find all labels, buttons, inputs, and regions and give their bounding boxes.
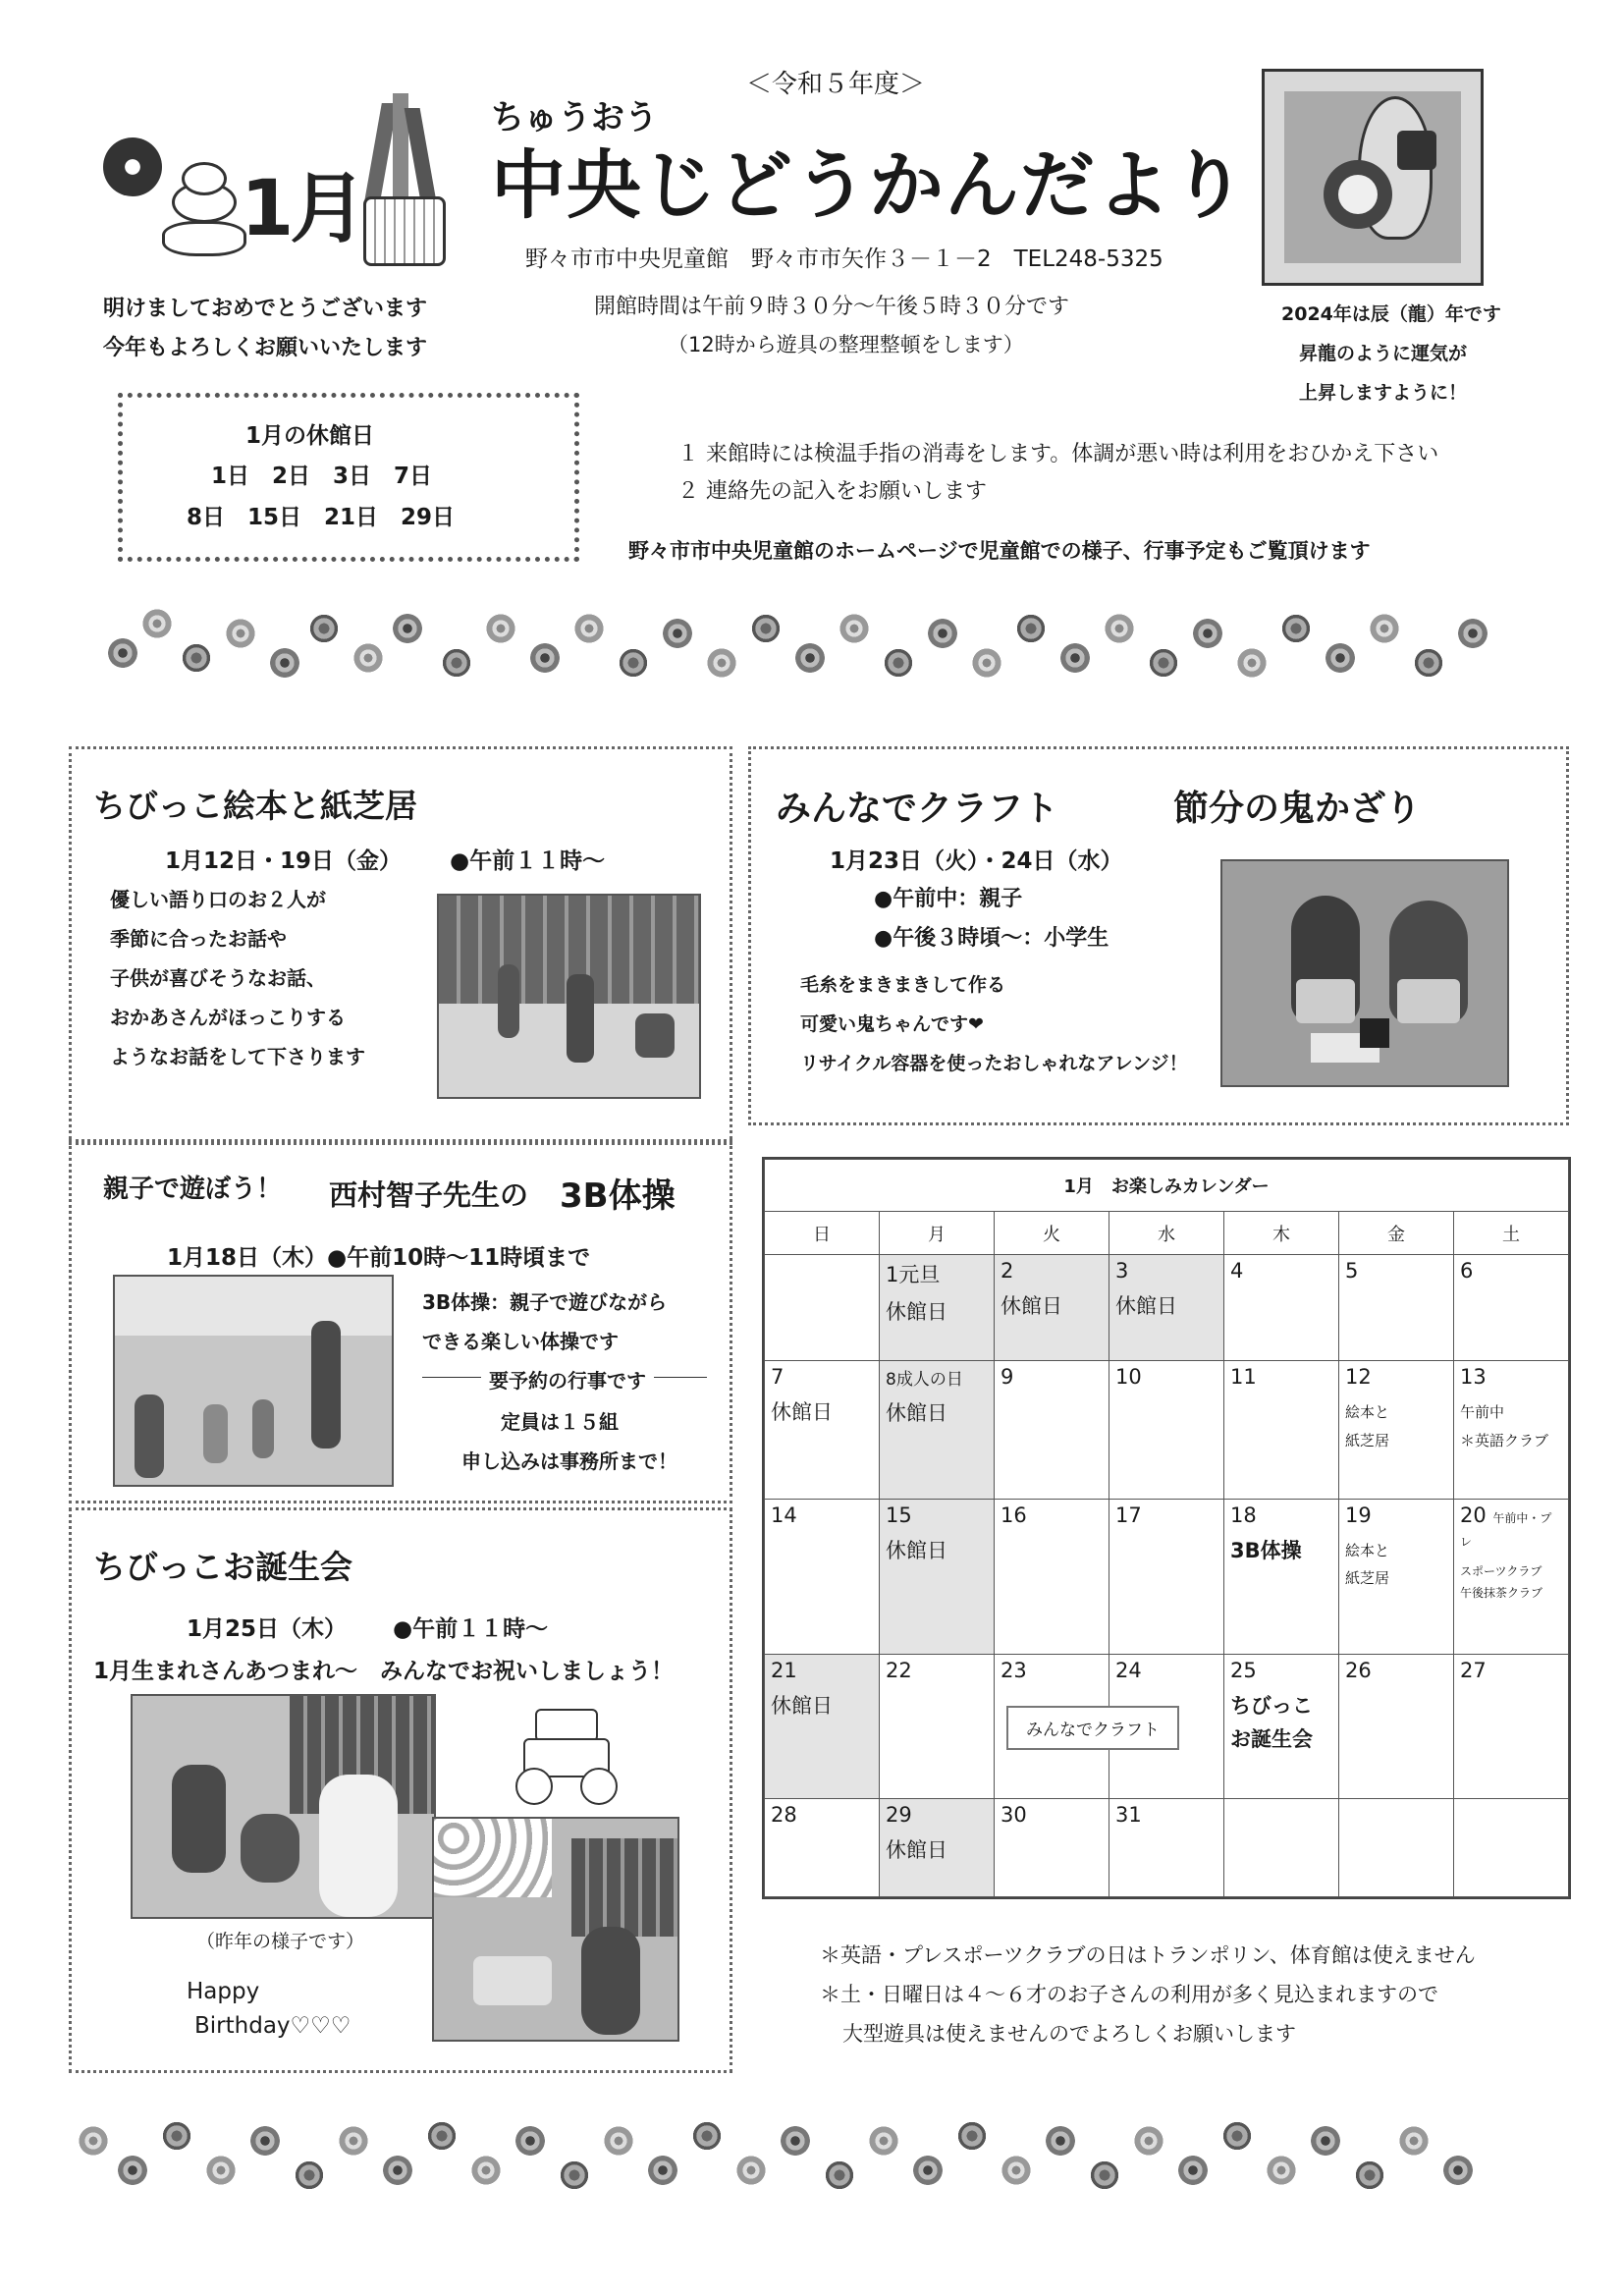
closed-label: 休館日 [1115,1294,1177,1318]
era-label: ＜令和５年度＞ [746,70,926,99]
calendar-cell [995,1255,1109,1361]
dragon-text-3: 上昇しますように！ [1299,382,1468,404]
address: 野々市市中央児童館 野々市市矢作３－１－2 TEL248-5325 [525,246,1163,272]
craft-subtitle: 節分の鬼かざり [1173,789,1422,829]
oni-craft-photo [1220,859,1509,1087]
craft-pm: ●午後３時頃～：小学生 [874,926,1109,951]
closed-label: 休館日 [886,1838,947,1863]
calendar-cell [880,1799,995,1897]
date-number: 26 [1345,1658,1372,1682]
event-label: お誕生会 [1230,1726,1313,1751]
date-number: 13 [1460,1365,1487,1390]
ehon-line-3: 子供が喜びそうなお話、 [110,966,326,990]
birthday-date: 1月25日（木） [187,1616,348,1642]
date-number: 12 [1345,1365,1372,1390]
cake-illustration [515,1699,614,1807]
calendar-cell [880,1255,995,1361]
craft-date: 1月23日（火）・24日（水） [830,848,1123,874]
plum-flower-icon [103,137,162,196]
birthday-caption: （昨年の様子です） [196,1931,365,1952]
day-header-thu: 木 [1224,1212,1339,1255]
event-label: ＊英語クラブ [1460,1431,1549,1449]
birthday-time: ●午前１１時～ [393,1616,549,1642]
calendar-cell [880,1654,995,1798]
flower-border-top [98,594,1512,702]
date-number: 4 [1230,1259,1244,1283]
dragon-text-2: 昇龍のように運気が [1299,343,1468,364]
date-number: 6 [1460,1259,1474,1283]
event-label: スポーツクラブ [1460,1563,1542,1578]
header-illustration [103,93,442,270]
ehon-line-2: 季節に合ったお話や [110,927,287,951]
calendar-cell [995,1799,1109,1897]
date-number: 11 [1230,1365,1257,1390]
footnote-2: ＊土・日曜日は４～６才のお子さんの利用が多く見込まれますので [820,1983,1438,2006]
calendar-cell [1339,1361,1454,1499]
craft-line-1: 毛糸をまきまきして作る [800,974,1006,996]
calendar-cell [1224,1255,1339,1361]
kagami-mochi-icon [167,162,236,221]
calendar-cell [765,1654,880,1798]
dragon-text-1: 2024年は辰（龍）年です [1281,303,1501,325]
calendar-cell-empty [1224,1799,1339,1897]
date-number: 7 [771,1365,784,1390]
date-number: 23 [1001,1658,1027,1682]
kadomatsu-icon [363,93,442,265]
month-label: 1月 [241,165,363,253]
dragon-picture [1262,69,1484,286]
craft-line-2: 可愛い鬼ちゃんです❤ [800,1013,984,1035]
taiso-title: 西村智子先生の [329,1178,529,1212]
calendar-cell [995,1361,1109,1499]
greeting-1: 明けましておめでとうございます [103,297,428,321]
craft-line-3: リサイクル容器を使ったおしゃれなアレンジ！ [800,1053,1188,1074]
taiso-photo [113,1275,394,1487]
flower-border-bottom [79,2106,1492,2214]
date-number: 18 [1230,1503,1257,1527]
opening-hours-note: （12時から遊具の整理整頓をします） [668,333,1024,356]
calendar-cell [995,1499,1109,1654]
date-number: 8成人の日 [886,1370,963,1391]
taiso-line-2: できる楽しい体操です [422,1330,619,1353]
day-header-mon: 月 [880,1212,995,1255]
date-number: 14 [771,1503,797,1527]
date-number: 9 [1001,1365,1014,1390]
date-number: 21 [771,1658,797,1682]
taiso-line-4: 定員は１５組 [501,1410,619,1434]
event-label: 午前中 [1460,1403,1505,1422]
calendar-cell [1224,1499,1339,1654]
ehon-photo [437,894,701,1099]
date-number: 17 [1115,1503,1142,1527]
event-calendar [762,1157,1571,1899]
closed-label: 休館日 [1001,1294,1062,1318]
day-header-fri: 金 [1339,1212,1454,1255]
calendar-cell [1339,1499,1454,1654]
event-label: 絵本と [1345,1403,1390,1422]
closed-label: 休館日 [771,1693,833,1718]
opening-hours: 開館時間は午前９時３０分～午後５時３０分です [594,295,1070,319]
ehon-title: ちびっこ絵本と紙芝居 [93,787,417,825]
calendar-cell [1109,1499,1224,1654]
calendar-cell [1454,1499,1569,1654]
date-number: 30 [1001,1803,1027,1828]
mizuhiki-knot-icon [162,221,246,256]
calendar-cell [1339,1255,1454,1361]
calendar-cell [880,1499,995,1654]
event-label: 午後抹茶クラブ [1460,1586,1543,1601]
closed-label: 休館日 [886,1300,947,1324]
taiso-line-1: 3B体操：親子で遊びながら [422,1290,668,1314]
closed-days-row-1: 1日 2日 3日 7日 [211,464,433,489]
calendar-cell [1109,1799,1224,1897]
calendar-cell-empty [765,1255,880,1361]
date-number: 22 [886,1658,912,1682]
event-label: 絵本と [1345,1541,1390,1559]
date-number: 25 [1230,1658,1257,1682]
notice-2: ２ 連絡先の記入をお願いします [677,479,987,504]
closed-label: 休館日 [771,1400,833,1425]
calendar-cell [880,1361,995,1499]
ehon-line-4: おかあさんがほっこりする [110,1006,346,1029]
closed-days-title: 1月の休館日 [245,423,375,449]
calendar-cell [1339,1654,1454,1798]
date-number: 16 [1001,1503,1027,1527]
ehon-line-5: ようなお話をして下さります [110,1045,365,1068]
calendar-cell [1109,1361,1224,1499]
event-label: 紙芝居 [1345,1569,1390,1588]
date-number: 3 [1115,1259,1129,1283]
calendar-cell [1224,1654,1339,1798]
happy-text: Happy [187,1979,260,2004]
ehon-line-1: 優しい語り口のお２人が [110,888,326,911]
date-number: 1元旦 [886,1263,941,1286]
page-title: 中央じどうかんだより [491,141,1247,229]
event-label: 午前中・プレ [1460,1510,1552,1549]
birthday-text: Birthday♡♡♡ [194,2013,352,2039]
calendar-cell [765,1361,880,1499]
event-label: ちびっこ [1230,1693,1313,1718]
ehon-time: ●午前１１時～ [450,848,606,874]
date-number: 15 [886,1503,912,1527]
date-number: 24 [1115,1658,1142,1682]
notice-1: １ 来館時には検温手指の消毒をします。体調が悪い時は利用をおひかえ下さい [677,442,1439,466]
birthday-title: ちびっこお誕生会 [93,1548,352,1586]
closed-label: 休館日 [886,1538,947,1562]
closed-days-row-2: 8日 15日 21日 29日 [187,505,456,530]
date-number: 20 午前中・プレ [1460,1503,1552,1549]
calendar-cell-empty [1454,1799,1569,1897]
craft-am: ●午前中：親子 [874,887,1023,911]
footnote-3: 大型遊具は使えませんのでよろしくお願いします [842,2022,1296,2046]
birthday-photo-1 [131,1694,436,1919]
craft-event-tag: みんなでクラフト [1006,1706,1179,1750]
taiso-date: 1月18日（木）●午前10時～11時頃まで [167,1245,591,1271]
calendar-cell-empty [1339,1799,1454,1897]
calendar-cell [1454,1255,1569,1361]
footnote-1: ＊英語・プレスポーツクラブの日はトランポリン、体育館は使えません [820,1943,1476,1967]
event-label: 3B体操 [1230,1538,1302,1562]
taiso-line-5: 申し込みは事務所まで！ [461,1449,677,1473]
calendar-cell [1109,1255,1224,1361]
calendar-caption: 1月 お楽しみカレンダー [765,1160,1569,1212]
date-number: 2 [1001,1259,1014,1283]
date-number: 31 [1115,1803,1142,1828]
calendar-cell [765,1499,880,1654]
date-number: 29 [886,1803,912,1828]
event-label: 紙芝居 [1345,1431,1390,1449]
craft-title: みんなでクラフト [776,789,1059,829]
calendar-cell [1454,1654,1569,1798]
date-number: 5 [1345,1259,1359,1283]
closed-label: 休館日 [886,1401,947,1426]
day-header-sat: 土 [1454,1212,1569,1255]
taiso-lead: 親子で遊ぼう！ [103,1175,283,1204]
calendar-cell [1224,1361,1339,1499]
day-header-wed: 水 [1109,1212,1224,1255]
title-furigana: ちゅうおう [491,98,658,137]
birthday-line-1: 1月生まれさんあつまれ～ みんなでお祝いしましょう！ [93,1659,675,1684]
date-number: 28 [771,1803,797,1828]
date-number: 10 [1115,1365,1142,1390]
birthday-photo-2 [432,1817,679,2042]
greeting-2: 今年もよろしくお願いいたします [103,336,428,360]
date-number: 27 [1460,1658,1487,1682]
taiso-title-3b: 3B体操 [560,1176,676,1216]
ehon-date: 1月12日・19日（金） [165,848,403,874]
day-header-tue: 火 [995,1212,1109,1255]
homepage-notice: 野々市市中央児童館のホームページで児童館での様子、行事予定もご覧頂けます [628,539,1371,563]
day-header-sun: 日 [765,1212,880,1255]
calendar-cell [1454,1361,1569,1499]
date-number: 19 [1345,1503,1372,1527]
taiso-line-3: 要予約の行事です [481,1365,654,1394]
calendar-cell [765,1799,880,1897]
